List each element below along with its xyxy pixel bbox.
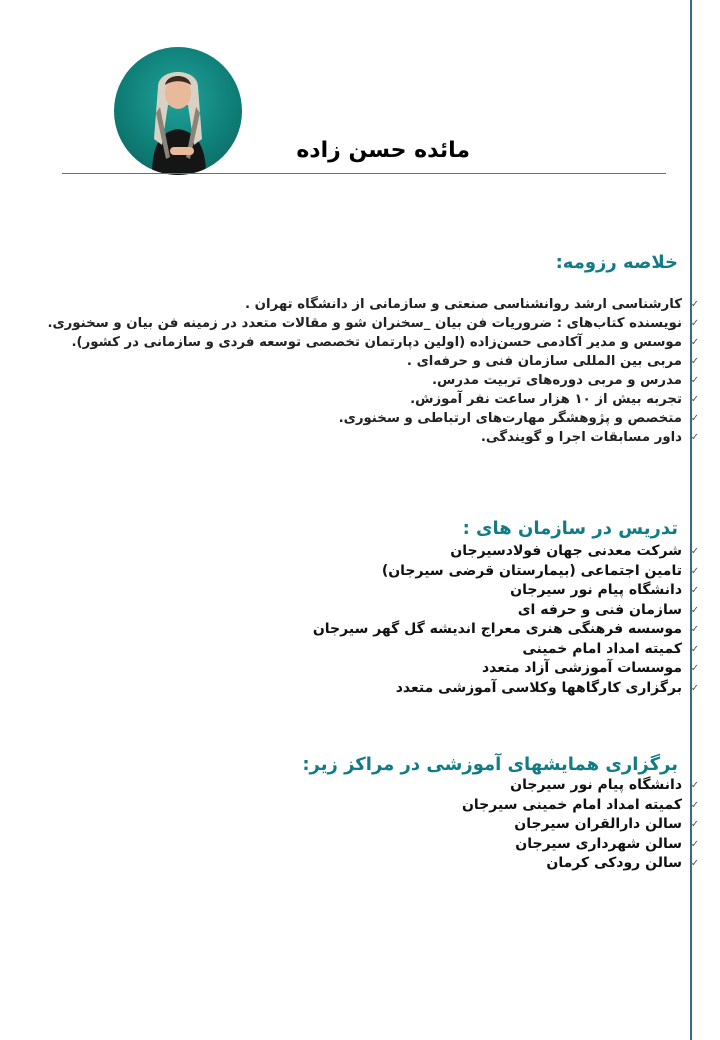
- list-item: ✓ سالن رودکی کرمان: [462, 854, 702, 874]
- list-item: ✓ کارشناسی ارشد روانشناسی صنعتی و سازمانی از دانشگاه تهران .: [47, 295, 702, 314]
- check-icon: ✓: [690, 799, 700, 811]
- list-item: ✓ کمیته امداد امام خمینی: [313, 640, 702, 660]
- check-icon: ✓: [690, 780, 700, 791]
- list-item: ✓ داور مسابقات اجرا و گویندگی.: [47, 428, 702, 447]
- teaching-list: [313, 542, 702, 698]
- list-item: ✓ شرکت معدنی جهان فولادسیرجان: [313, 542, 702, 562]
- check-icon: ✓: [690, 299, 700, 310]
- check-icon: ✓: [690, 318, 700, 329]
- list-item: ✓ سالن شهرداری سیرجان: [462, 835, 702, 855]
- list-item: ✓ برگزاری کارگاهها وکلاسی آموزشی متعدد: [313, 679, 702, 699]
- check-icon: ✓: [690, 394, 700, 405]
- check-icon: ✓: [690, 624, 700, 635]
- profile-photo: [114, 47, 242, 175]
- list-item: ✓ موسس و مدیر آکادمی حسن‌زاده (اولین دپارتمان تخصصی توسعه فردی و سازمانی در کشور).: [47, 333, 702, 352]
- teaching-title: تدریس در سازمان های :: [462, 518, 678, 539]
- check-icon: ✓: [690, 838, 700, 850]
- list-item: ✓ سازمان فنی و حرفه ای: [313, 601, 702, 621]
- workshops-list: [462, 776, 702, 874]
- workshops-title: برگزاری همایشهای آموزشی در مراکز زیر:: [302, 754, 678, 775]
- check-icon: ✓: [690, 858, 700, 869]
- list-item: ✓ نویسنده کتاب‌های : ضروریات فن بیان _سخنران شو و مقالات متعدد در زمینه فن بیان و سخنوری.: [47, 314, 702, 333]
- list-item: ✓ دانشگاه پیام نور سیرجان: [462, 776, 702, 796]
- list-item: ✓ تجربه بیش از ۱۰ هزار ساعت نفر آموزش.: [47, 390, 702, 409]
- check-icon: ✓: [690, 819, 700, 830]
- check-icon: ✓: [690, 682, 700, 694]
- list-item: ✓ دانشگاه پیام نور سیرجان: [313, 581, 702, 601]
- check-icon: ✓: [690, 375, 700, 386]
- list-item: ✓ موسسات آموزشی آزاد متعدد: [313, 659, 702, 679]
- header-divider: [62, 173, 666, 174]
- check-icon: ✓: [690, 565, 700, 577]
- check-icon: ✓: [690, 663, 700, 674]
- list-item: ✓ متخصص و پژوهشگر مهارت‌های ارتباطی و سخنوری.: [47, 409, 702, 428]
- summary-list: [47, 295, 702, 447]
- check-icon: ✓: [690, 337, 700, 348]
- check-icon: ✓: [690, 432, 700, 443]
- check-icon: ✓: [690, 604, 700, 616]
- check-icon: ✓: [690, 356, 700, 367]
- person-portrait-icon: [114, 47, 242, 175]
- profile-name: مائده حسن زاده: [296, 138, 470, 163]
- list-item: ✓ سالن دارالقران سیرجان: [462, 815, 702, 835]
- list-item: ✓ مدرس و مربی دوره‌های تربیت مدرس.: [47, 371, 702, 390]
- page-right-rule: [690, 0, 692, 1040]
- summary-title: خلاصه رزومه:: [555, 252, 678, 273]
- check-icon: ✓: [690, 585, 700, 596]
- list-item: ✓ مربی بین المللی سازمان فنی و حرفه‌ای .: [47, 352, 702, 371]
- list-item: ✓ موسسه فرهنگی هنری معراج اندیشه گل گهر سیرجان: [313, 620, 702, 640]
- check-icon: ✓: [690, 643, 700, 655]
- list-item: ✓ تامین اجتماعی (بیمارستان قرضی سیرجان): [313, 562, 702, 582]
- list-item: ✓ کمیته امداد امام خمینی سیرجان: [462, 796, 702, 816]
- check-icon: ✓: [690, 546, 700, 557]
- check-icon: ✓: [690, 413, 700, 424]
